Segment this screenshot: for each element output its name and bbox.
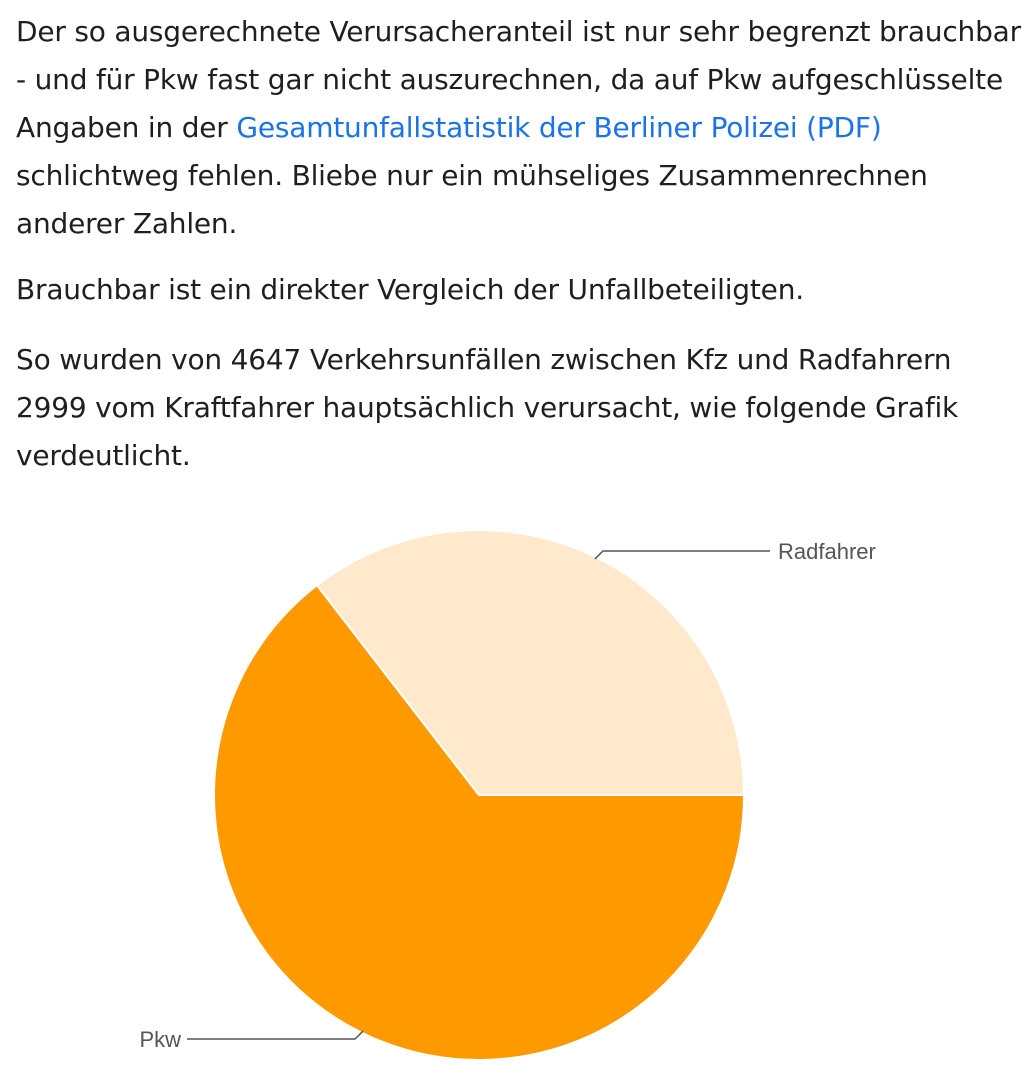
pkw-label: Pkw <box>139 1027 181 1053</box>
paragraph-unfallzahlen: So wurden von 4647 Verkehrsunfällen zwischen Kfz und Radfahrern 2999 vom Kraftfahrer hauptsächlich verursacht, wie folgende Grafik verdeutlicht. <box>16 343 959 472</box>
statistics-pdf-link[interactable]: Gesamtunfallstatistik der Berliner Polizei (PDF) <box>236 111 882 144</box>
pkw-leader-line <box>187 1031 363 1039</box>
paragraph-vergleich: Brauchbar ist ein direkter Vergleich der Unfallbeteiligten. <box>16 273 804 306</box>
paragraph-verursacheranteil <box>16 8 1024 248</box>
pie-chart-svg <box>0 470 1024 1085</box>
paragraph-text-before-link: Der so ausgerechnete Verursacheranteil ist nur sehr begrenzt brauchbar - und für Pkw fast gar nicht auszurechnen, da auf Pkw aufgeschlüsselte Angaben in der <box>16 15 1021 144</box>
paragraph-text-after-link: schlichtweg fehlen. Bliebe nur ein mühseliges Zusammenrechnen anderer Zahlen. <box>16 159 928 240</box>
radfahrer-leader-line <box>595 551 770 559</box>
radfahrer-label: Radfahrer <box>778 538 876 564</box>
pie-chart <box>0 470 1024 1085</box>
